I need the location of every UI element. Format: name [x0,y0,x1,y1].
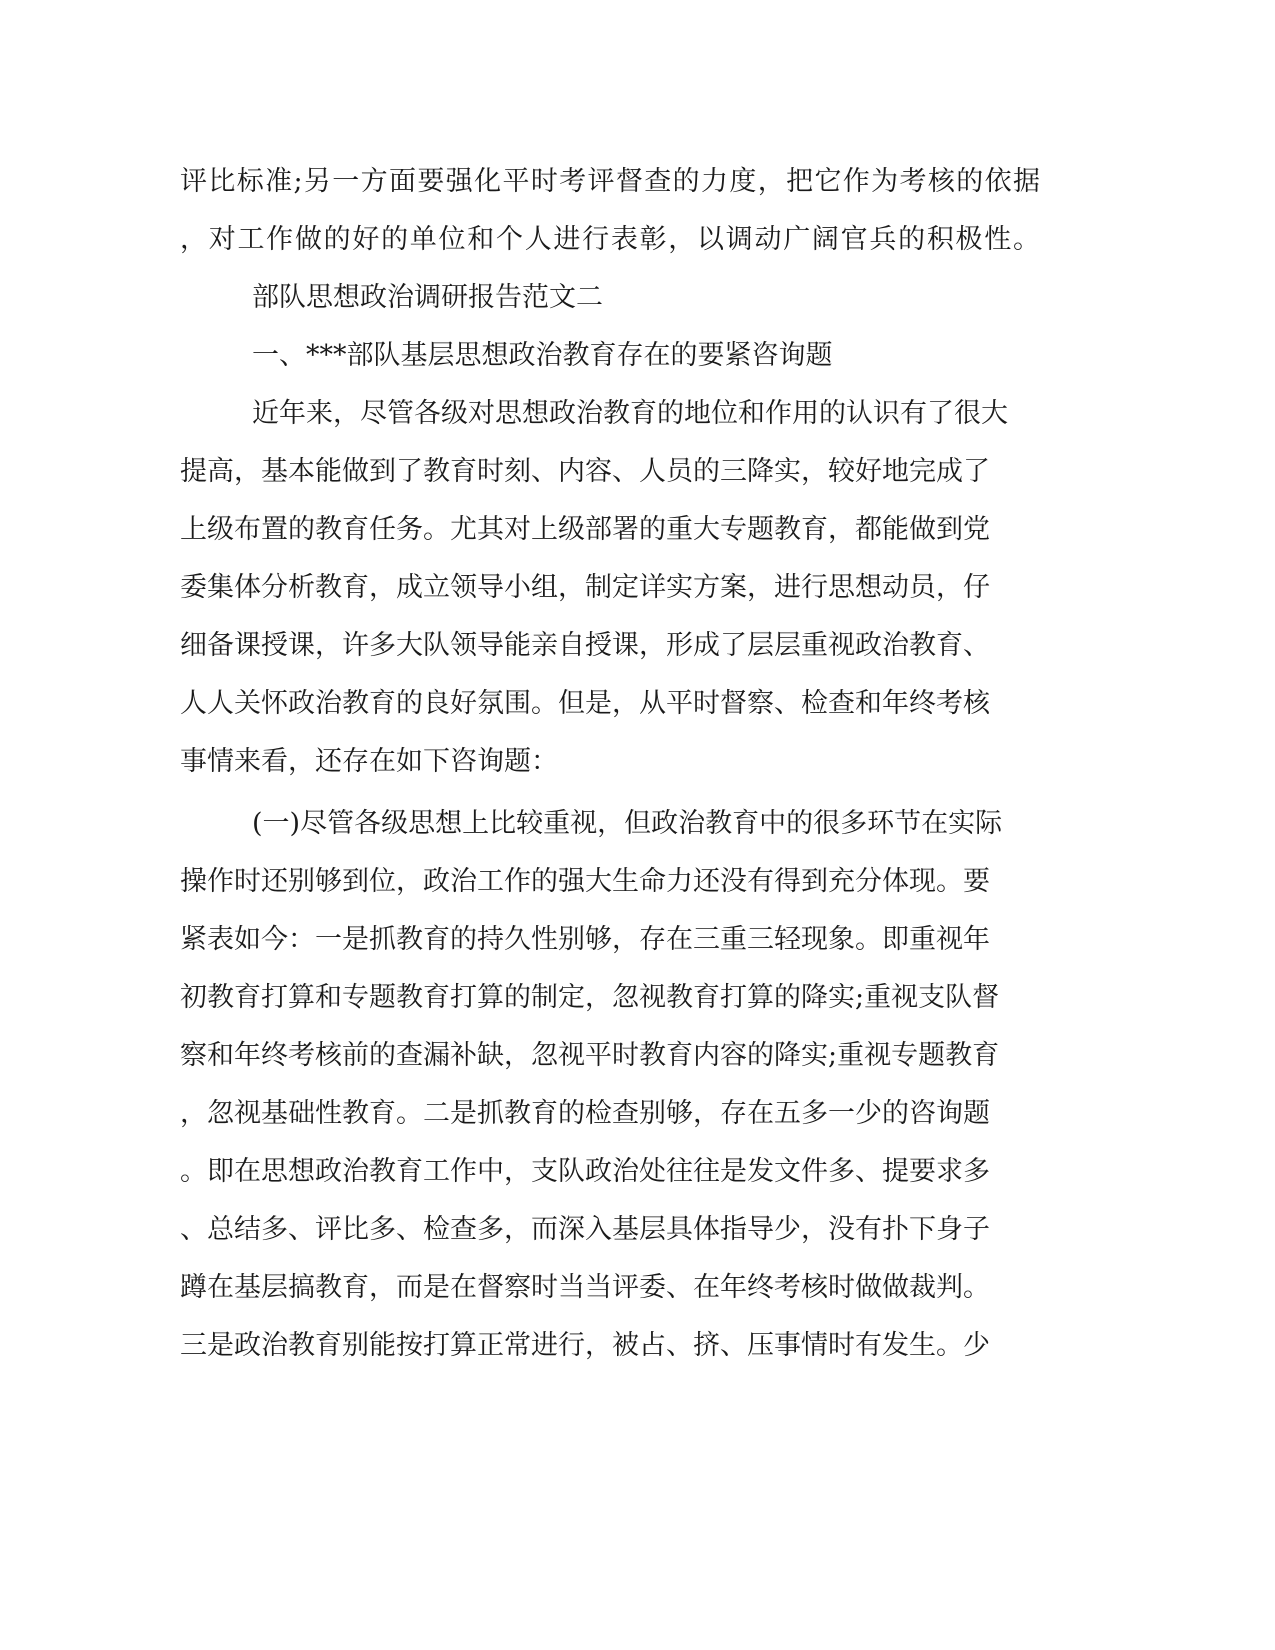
paragraph-first-line: 近年来，尽管各级对思想政治教育的地位和作用的认识有了很大 [252,398,1008,429]
text-line: 人人关怀政治教育的良好氛围。但是，从平时督察、检查和年终考核 [180,688,990,719]
text-line: 初教育打算和专题教育打算的制定，忽视教育打算的降实;重视支队督 [180,982,1000,1013]
text-line: 提高，基本能做到了教育时刻、内容、人员的三降实，较好地完成了 [180,456,990,487]
paragraph-first-line: (一)尽管各级思想上比较重视，但政治教育中的很多环节在实际 [252,808,1003,839]
text-line: 事情来看，还存在如下咨询题： [180,746,558,777]
text-line: 细备课授课，许多大队领导能亲自授课，形成了层层重视政治教育、 [180,630,990,661]
section-heading: 一、***部队基层思想政治教育存在的要紧咨询题 [252,340,833,371]
text-line: 三是政治教育别能按打算正常进行，被占、挤、压事情时有发生。少 [180,1330,990,1361]
text-line: ，忽视基础性教育。二是抓教育的检查别够，存在五多一少的咨询题 [180,1098,990,1129]
section-title: 部队思想政治调研报告范文二 [252,282,603,313]
text-line: 操作时还别够到位，政治工作的强大生命力还没有得到充分体现。要 [180,866,990,897]
text-line: 上级布置的教育任务。尤其对上级部署的重大专题教育，都能做到党 [180,514,990,545]
text-line: 评比标准;另一方面要强化平时考评督查的力度，把它作为考核的依据 [180,166,1040,197]
text-line: 察和年终考核前的查漏补缺，忽视平时教育内容的降实;重视专题教育 [180,1040,1000,1071]
text-line: 委集体分析教育，成立领导小组，制定详实方案，进行思想动员，仔 [180,572,990,603]
text-line: 蹲在基层搞教育，而是在督察时当当评委、在年终考核时做做裁判。 [180,1272,990,1303]
text-line: 、总结多、评比多、检查多，而深入基层具体指导少，没有扑下身子 [180,1214,990,1245]
text-line: 紧表如今：一是抓教育的持久性别够，存在三重三轻现象。即重视年 [180,924,990,955]
text-line: 。即在思想政治教育工作中，支队政治处往往是发文件多、提要求多 [180,1156,990,1187]
text-line: ，对工作做的好的单位和个人进行表彰，以调动广阔官兵的积极性。 [180,224,1040,255]
